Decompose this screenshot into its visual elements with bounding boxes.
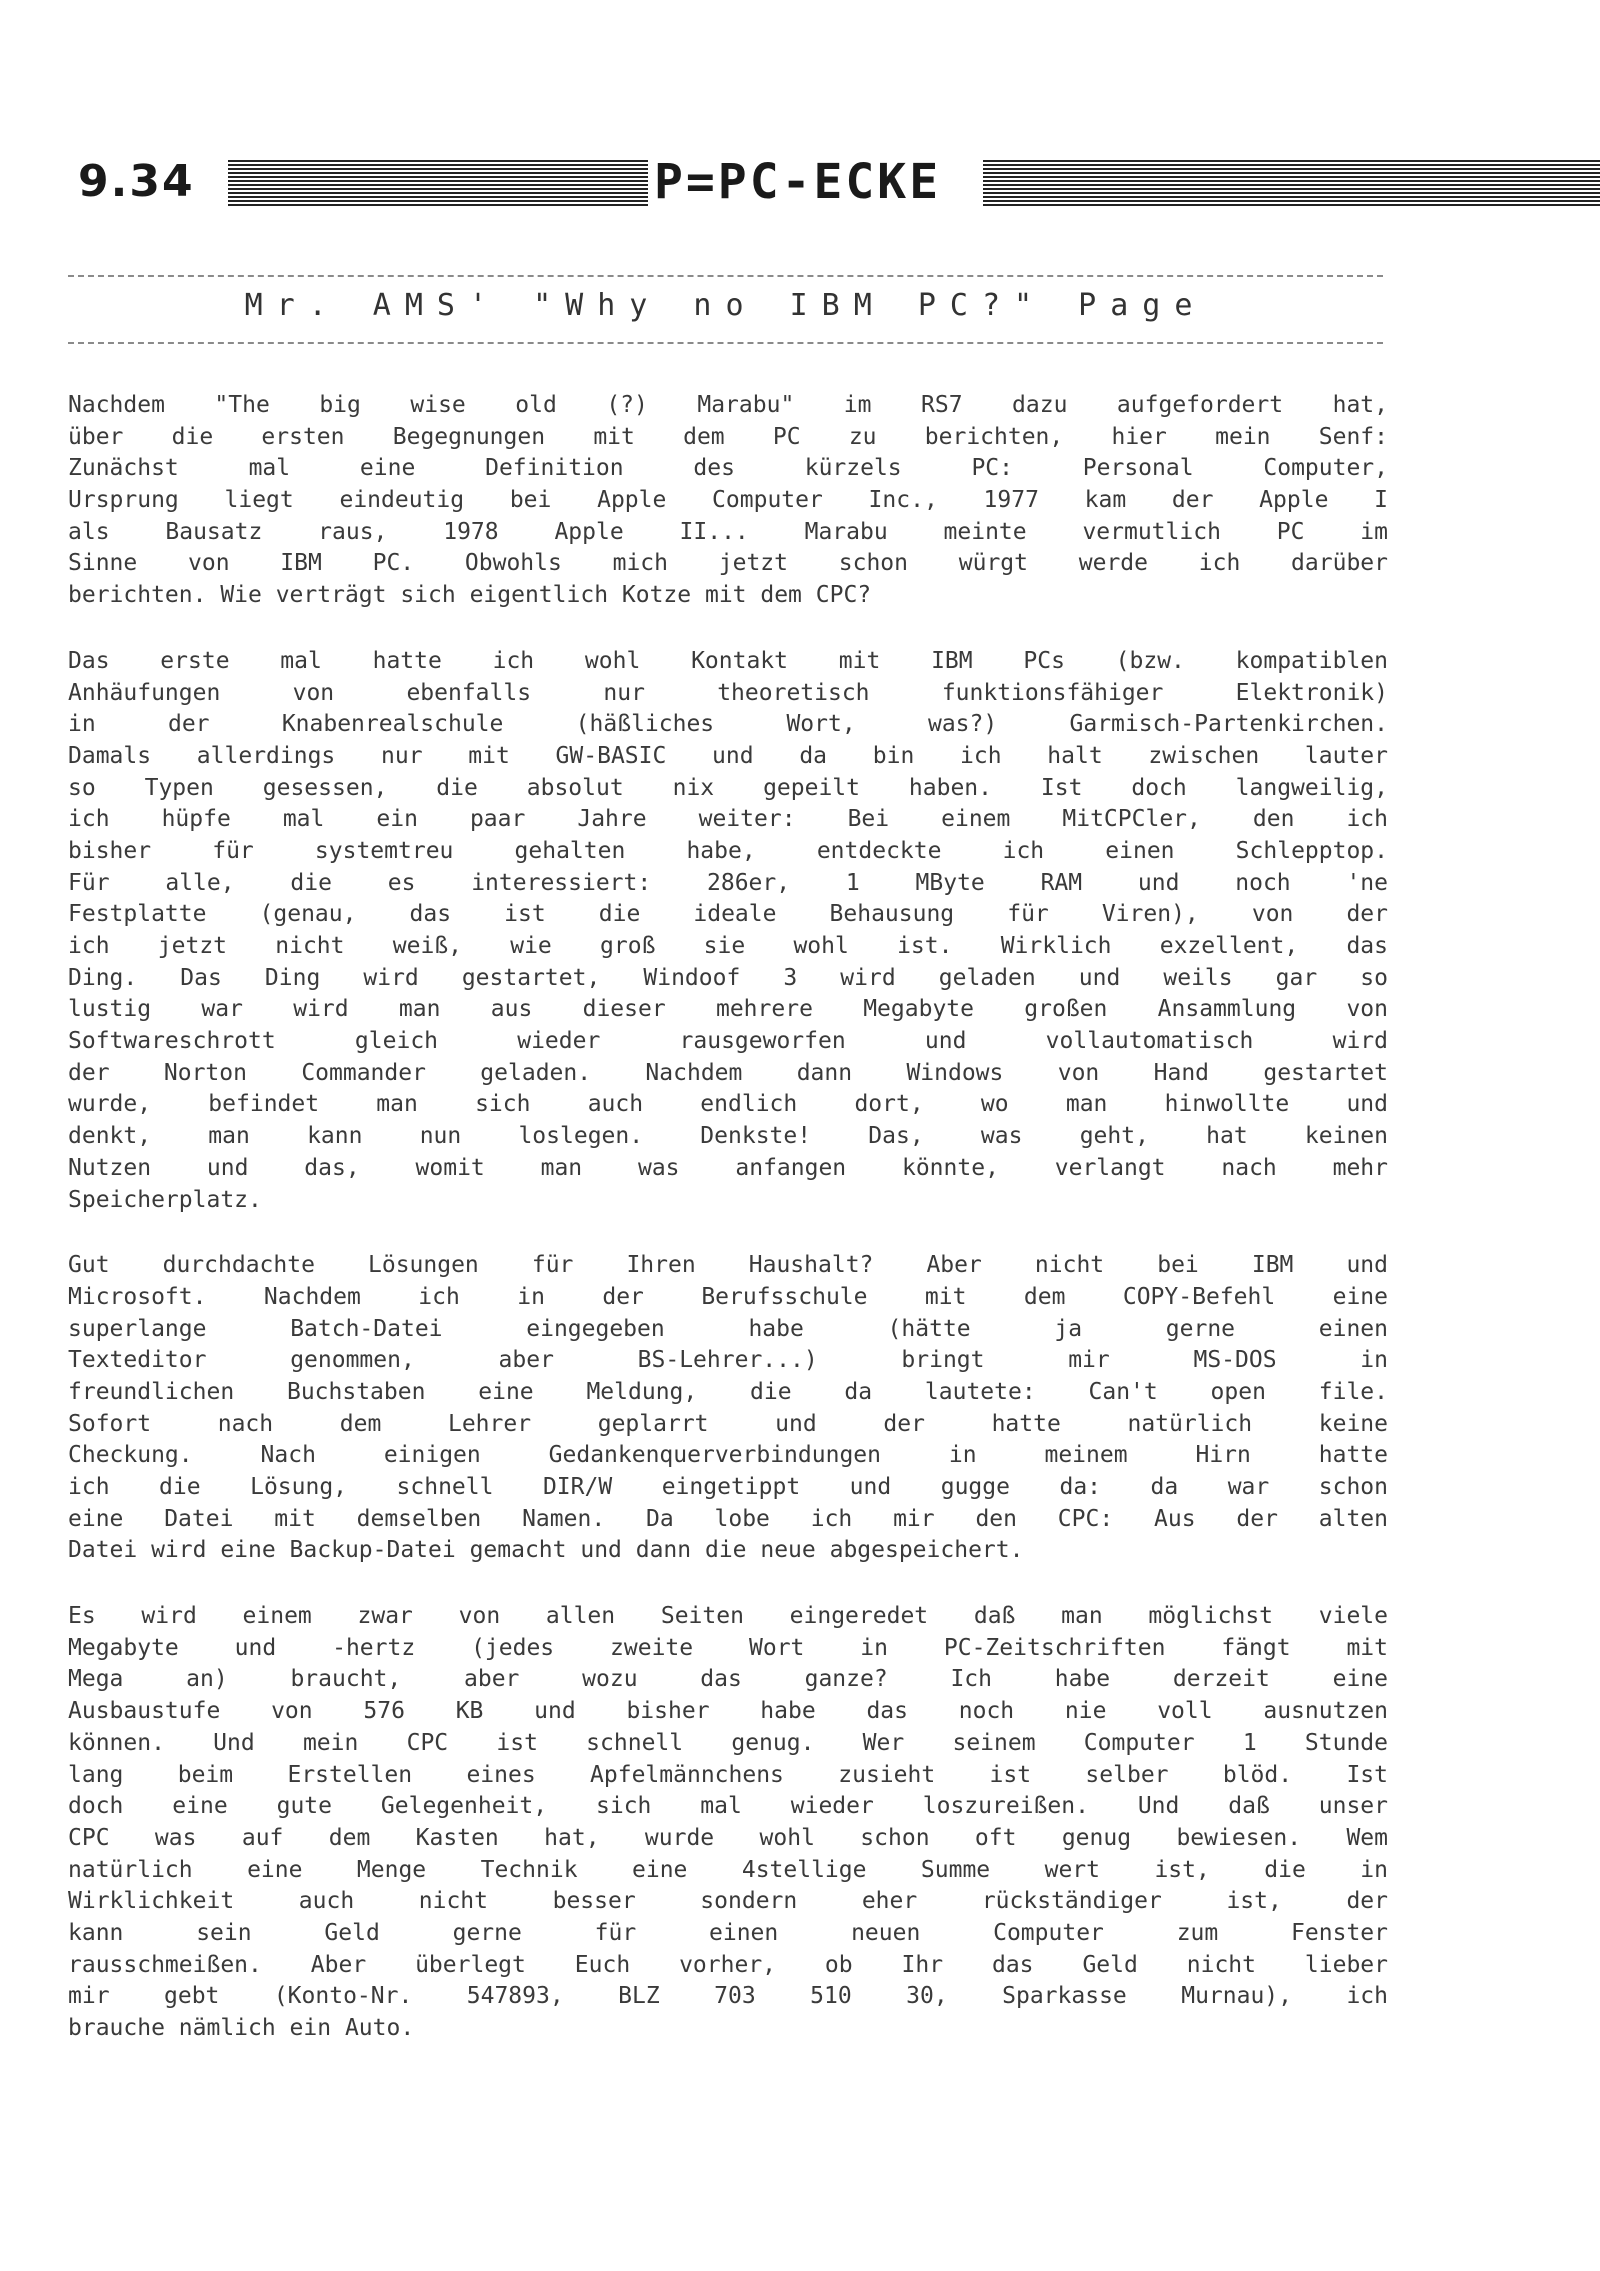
text-line: Das erste mal hatte ich wohl Kontakt mit IBM PCs (bzw. kompatiblen [68,647,1388,674]
text-line: lang beim Erstellen eines Apfelmännchens zusieht ist selber blöd. Ist [68,1761,1388,1788]
text-line: Damals allerdings nur mit GW-BASIC und da bin ich halt zwischen lauter [68,742,1388,769]
text-line: ich die Lösung, schnell DIR/W eingetippt und gugge da: da war schon [68,1474,1388,1500]
text-line: Nutzen und das, womit man was anfangen könnte, verlangt nach mehr [68,1154,1388,1181]
text-line: Checkung. Nach einigen Gedankenquerverbindungen in meinem Hirn hatte [68,1442,1388,1469]
paragraph [68,1601,1388,2045]
text-line: Mega an) braucht, aber wozu das ganze? Ich habe derzeit eine [68,1666,1388,1693]
paragraph [68,646,1388,1216]
title-divider-bottom [68,342,1383,344]
header-rule-right [983,160,1600,206]
text-line: Festplatte (genau, das ist die ideale Behausung für Viren), von der [68,901,1388,928]
page-header [78,150,1538,220]
text-line: über die ersten Begegnungen mit dem PC zu berichten, hier mein Senf: [68,423,1388,450]
text-line: denkt, man kann nun loslegen. Denkste! Das, was geht, hat keinen [68,1123,1388,1150]
text-line: superlange Batch-Datei eingegeben habe (hätte ja gerne einen [68,1315,1388,1342]
text-line: Softwareschrott gleich wieder rausgeworfen und vollautomatisch wird [68,1028,1388,1055]
text-line: doch eine gute Gelegenheit, sich mal wieder loszureißen. Und daß unser [68,1793,1388,1820]
text-line: Megabyte und -hertz (jedes zweite Wort in PC-Zeitschriften fängt mit [68,1634,1388,1661]
text-line: freundlichen Buchstaben eine Meldung, die da lautete: Can't open file. [68,1378,1388,1405]
text-line: wurde, befindet man sich auch endlich dort, wo man hinwollte und [68,1091,1388,1118]
text-line: Nachdem "The big wise old (?) Marabu" im RS7 dazu aufgefordert hat, [68,392,1388,418]
text-line: Ausbaustufe von 576 KB und bisher habe das noch nie voll ausnutzen [68,1698,1388,1725]
text-line: in der Knabenrealschule (häßliches Wort, was?) Garmisch-Partenkirchen. [68,711,1388,738]
text-line: Ursprung liegt eindeutig bei Apple Computer Inc., 1977 kam der Apple I [68,487,1388,514]
section-title: P=PC-ECKE [654,154,942,210]
text-line: können. Und mein CPC ist schnell genug. Wer seinem Computer 1 Stunde [68,1729,1388,1756]
text-line: CPC was auf dem Kasten hat, wurde wohl schon oft genug bewiesen. Wem [68,1824,1388,1851]
text-line: berichten. Wie verträgt sich eigentlich Kotze mit dem CPC? [68,582,872,609]
text-line: Sinne von IBM PC. Obwohls mich jetzt schon würgt werde ich darüber [68,550,1388,577]
text-line: Wirklichkeit auch nicht besser sondern eher rückständiger ist, der [68,1888,1388,1915]
text-line: eine Datei mit demselben Namen. Da lobe ich mir den CPC: Aus der alten [68,1505,1388,1532]
page-number: 9.34 [78,156,195,207]
text-line: bisher für systemtreu gehalten habe, entdeckte ich einen Schlepptop. [68,837,1388,864]
article-body [68,390,1388,2079]
text-line: Anhäufungen von ebenfalls nur theoretisch funktionsfähiger Elektronik) [68,679,1388,706]
paragraph [68,390,1388,612]
text-line: ich jetzt nicht weiß, wie groß sie wohl ist. Wirklich exzellent, das [68,933,1388,959]
text-line: der Norton Commander geladen. Nachdem dann Windows von Hand gestartet [68,1059,1388,1086]
text-line: Microsoft. Nachdem ich in der Berufsschule mit dem COPY-Befehl eine [68,1283,1388,1310]
text-line: ich hüpfe mal ein paar Jahre weiter: Bei einem MitCPCler, den ich [68,806,1388,833]
text-line: lustig war wird man aus dieser mehrere Megabyte großen Ansammlung von [68,996,1388,1023]
text-line: Für alle, die es interessiert: 286er, 1 MByte RAM und noch 'ne [68,869,1388,896]
text-line: Es wird einem zwar von allen Seiten eingeredet daß man möglichst viele [68,1603,1388,1630]
header-rule-left [228,160,648,206]
text-line: als Bausatz raus, 1978 Apple II... Marabu meinte vermutlich PC im [68,518,1388,545]
title-divider-top [68,275,1383,277]
text-line: rausschmeißen. Aber überlegt Euch vorher, ob Ihr das Geld nicht lieber [68,1951,1388,1978]
text-line: kann sein Geld gerne für einen neuen Computer zum Fenster [68,1919,1388,1946]
article-title: Mr. AMS' "Why no IBM PC?" Page [244,288,1207,323]
text-line: Speicherplatz. [68,1186,262,1213]
text-line: natürlich eine Menge Technik eine 4stellige Summe wert ist, die in [68,1856,1388,1883]
text-line: Gut durchdachte Lösungen für Ihren Haushalt? Aber nicht bei IBM und [68,1252,1388,1279]
text-line: mir gebt (Konto-Nr. 547893, BLZ 703 510 30, Sparkasse Murnau), ich [68,1983,1388,2010]
text-line: brauche nämlich ein Auto. [68,2015,415,2041]
text-line: Texteditor genommen, aber BS-Lehrer...) bringt mir MS-DOS in [68,1347,1388,1374]
text-line: Sofort nach dem Lehrer geplarrt und der hatte natürlich keine [68,1410,1388,1437]
text-line: Ding. Das Ding wird gestartet, Windoof 3 wird geladen und weils gar so [68,964,1388,991]
paragraph [68,1250,1388,1567]
text-line: Datei wird eine Backup-Datei gemacht und dann die neue abgespeichert. [68,1537,1024,1564]
text-line: Zunächst mal eine Definition des kürzels PC: Personal Computer, [68,455,1388,482]
text-line: so Typen gesessen, die absolut nix gepeilt haben. Ist doch langweilig, [68,774,1388,801]
